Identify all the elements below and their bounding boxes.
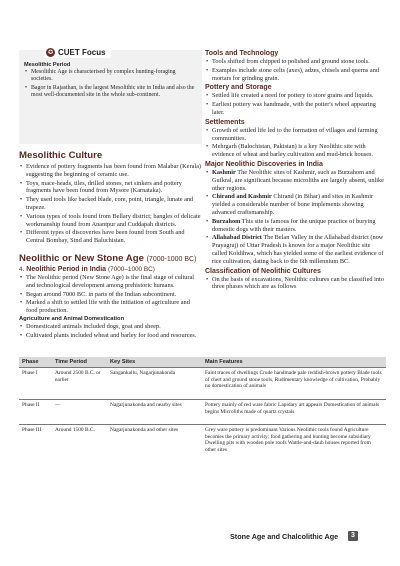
- phases-table: [19, 357, 386, 463]
- discoveries-title: Major Neolithic Discoveries in India: [205, 160, 323, 168]
- table-cell: Nagarjunakonda and nearby sites: [107, 400, 202, 425]
- settlements-list: [205, 127, 386, 159]
- table-row: [19, 425, 386, 464]
- neolithic-list: [19, 274, 202, 315]
- table-cell: Pottery mainly of red ware fabric Lapidary art appears Domestication of animals begins Microliths made of quartz crystals: [202, 400, 386, 425]
- table-row: [19, 400, 386, 425]
- list-item: • Evidence of pottery fragments has been found from Malabar (Kerala) suggesting the beginning of ceramic use.: [19, 163, 202, 179]
- table-cell: Grey ware pottery is predominant Various Neolithic tools found Agriculture becomes the primary activity; food gathering and hunting become subsidiary Dwelling pits with wooden pole roofs Wattle-and-daub houses reported from other sites: [202, 425, 386, 464]
- pottery-list: [205, 92, 386, 116]
- discovery-text: The Belan Valley in the Allahabad district (now Prayagraj) of Uttar Pradesh is known for a major Neolithic site called Koldihwa, which has yielded some of the earliest evidence of rice cultivation, dating back to the 6th millennium BC.: [212, 234, 384, 265]
- classification-list: [205, 276, 386, 292]
- list-item: • Tools shifted from chipped to polished and ground stone tools.: [205, 58, 386, 66]
- list-item: [205, 193, 386, 216]
- list-item: • The Neolithic period (New Stone Age) is the final stage of cultural and technological development among prehistoric humans.: [19, 274, 202, 290]
- list-item: • Examples include stone celts (axes), adzes, chisels and querns and mortars for grinding grain.: [205, 67, 386, 83]
- table-cell: Faint traces of dwellings Crude handmade pale reddish-brown pottery Blade tools of chert and ground stone tools, Rudimentary knowledge of cultivation, Probably no domestication of animals: [202, 368, 386, 400]
- table-cell: Phase I: [19, 368, 52, 400]
- neolithic-title-dates: (7000-1000 BC): [146, 256, 197, 263]
- discovery-text: The Neolithic sites of Kashmir, such as Burzahom and Gufkral, are significant because microliths are largely absent, unlike other regions.: [212, 168, 384, 192]
- agri-list: [19, 323, 202, 340]
- footer-title: Stone Age and Chalcolithic Age: [230, 532, 339, 541]
- cuet-focus-tab: [44, 47, 111, 58]
- table-cell: Around 2500 B.C. or earlier: [52, 368, 107, 400]
- column-header: Main Features: [202, 357, 386, 368]
- list-item: • On the basis of excavations, Neolithic cultures can be classified into three phases which are as follows: [205, 276, 386, 292]
- focus-label: CUET Focus: [58, 48, 106, 57]
- tools-list: [205, 58, 386, 82]
- mesolithic-section: [19, 150, 202, 246]
- sub-title: Neolithic Period in India: [26, 266, 107, 273]
- discovery-key: Allahabad District: [212, 234, 262, 242]
- discoveries-list: [205, 169, 386, 266]
- mesolithic-list: [19, 163, 202, 245]
- focus-heading: Mesolithic Period: [24, 62, 71, 68]
- column-header: Phase: [19, 357, 52, 368]
- right-column: [205, 50, 386, 292]
- focus-item: • Bagor in Rajasthan, is the largest Mesolithic site in India and also the most well-documented site in the whole sub-continent.: [24, 85, 198, 100]
- column-header: Key Sites: [107, 357, 202, 368]
- list-item: • They used tools like backed blade, core, point, triangle, lunate and trapeze.: [19, 196, 202, 212]
- list-item: [205, 234, 386, 265]
- list-item: [205, 169, 386, 192]
- sub-number: 4.: [19, 266, 25, 273]
- list-item: • Domesticated animals included dogs, goat and sheep.: [19, 323, 202, 331]
- neolithic-title: [19, 253, 202, 264]
- table-cell: Sangankallu, Nagarjunakonda: [107, 368, 202, 400]
- list-item: • Mehrgarh (Balochistan, Pakistan) is a key Neolithic site with evidence of wheat and barley cultivation and mud-brick houses.: [205, 143, 386, 159]
- table-cell: Nagarjunakonda and other sites: [107, 425, 202, 464]
- table-cell: Phase III: [19, 425, 52, 464]
- list-item: • Earliest pottery was handmade, with the potter's wheel appearing later.: [205, 101, 386, 117]
- discovery-key: Kashmir: [212, 168, 236, 176]
- discovery-key: Chirand and Kashmir: [212, 193, 272, 201]
- agri-heading: Agriculture and Animal Domestication: [19, 315, 125, 322]
- neolithic-subtitle: [19, 266, 202, 273]
- neolithic-title-text: Neolithic or New Stone Age: [19, 253, 144, 264]
- focus-badge-icon: ✪: [47, 49, 54, 56]
- mesolithic-title: Mesolithic Culture: [19, 150, 103, 161]
- discovery-key: Burzahom: [212, 217, 241, 225]
- list-item: • Began around 7000 BC. in parts of the Indian subcontinent.: [19, 291, 202, 299]
- column-header: Time Period: [52, 357, 107, 368]
- list-item: • Different types of discoveries have been found from South and Central Bombay, Sind and Baluchistan.: [19, 229, 202, 245]
- focus-item: • Mesolithic Age is characterised by complex hunting-foraging societies.: [24, 69, 198, 84]
- discovery-text: Chirand (in Bihar) and sites in Kashmir yielded a considerable number of bone implements showing advanced craftsmanship.: [212, 193, 374, 216]
- focus-content: [24, 62, 198, 100]
- list-item: [205, 218, 386, 234]
- list-item: • Settled life created a need for pottery to store grains and liquids.: [205, 92, 386, 100]
- list-item: • Various types of tools found from Bellary district; bangles of delicate workmanship found from Anantpur and Cuddapah districts.: [19, 213, 202, 229]
- table-cell: —: [52, 400, 107, 425]
- sub-dates: (7000–1000 BC): [107, 266, 155, 273]
- table-cell: Phase II: [19, 400, 52, 425]
- table-row: [19, 368, 386, 400]
- page-number: 3: [348, 531, 358, 541]
- list-item: • Marked a shift to settled life with the initiation of agriculture and food production.: [19, 299, 202, 315]
- neolithic-section: [19, 253, 202, 341]
- pottery-title: Pottery and Storage: [205, 84, 272, 92]
- settlements-title: Settlements: [205, 118, 245, 126]
- list-item: • Toys, mace-heads, tiles, drilled stones, net sinkers and pottery fragments have been found from Mysore (Karnataka).: [19, 180, 202, 196]
- list-item: • Growth of settled life led to the formation of villages and farming communities.: [205, 127, 386, 143]
- classification-title: Classification of Neolithic Cultures: [205, 267, 321, 275]
- focus-list: [24, 69, 198, 99]
- discovery-text: This site is famous for the unique practice of burying domestic dogs with their masters.: [212, 217, 376, 233]
- tools-title: Tools and Technology: [205, 50, 279, 57]
- table-cell: Around 1500 B.C.: [52, 425, 107, 464]
- table-header-row: [19, 357, 386, 368]
- list-item: • Cultivated plants included wheat and barley for food and resources.: [19, 332, 202, 340]
